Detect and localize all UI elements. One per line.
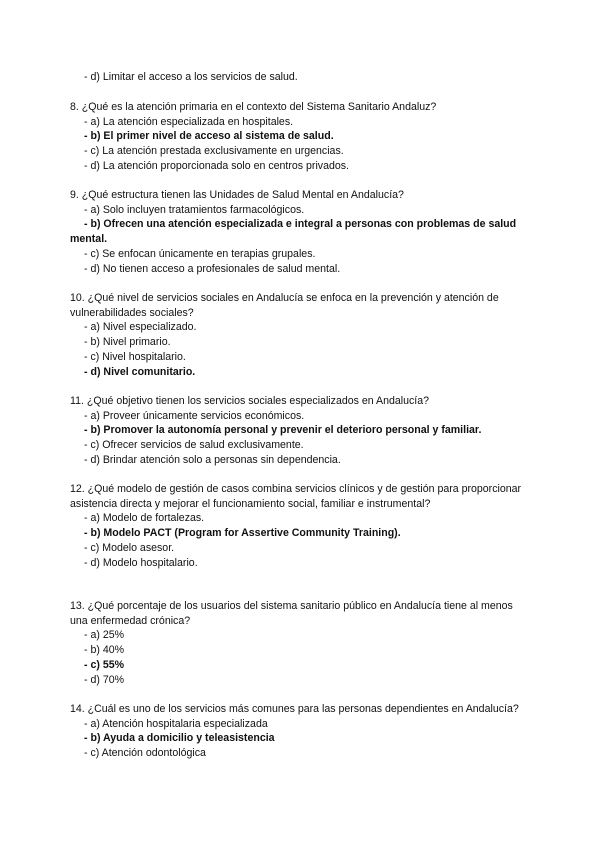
answer-option: - d) Limitar el acceso a los servicios de salud. — [84, 71, 298, 83]
question-text: 8. ¿Qué es la atención primaria en el contexto del Sistema Sanitario Andaluz? — [70, 101, 437, 113]
answer-option: - d) Modelo hospitalario. — [84, 556, 198, 569]
answer-option: - d) La atención proporcionada solo en centros privados. — [84, 159, 350, 172]
correct-answer: - b) Promover la autonomía personal y prevenir el deterioro personal y familiar. — [84, 424, 482, 437]
answer-option: - a) Proveer únicamente servicios económicos. — [84, 409, 305, 422]
question-block — [70, 291, 530, 379]
answer-option: - c) Se enfocan únicamente en terapias grupales. — [84, 247, 316, 260]
answer-option: - b) Nivel primario. — [84, 336, 171, 349]
question-block — [70, 188, 530, 276]
question-block — [70, 70, 530, 85]
answer-option: - d) No tienen acceso a profesionales de salud mental. — [84, 262, 341, 275]
answer-option: - c) Ofrecer servicios de salud exclusivamente. — [84, 439, 304, 452]
answer-option: - c) Modelo asesor. — [84, 541, 175, 554]
correct-answer: - d) Nivel comunitario. — [84, 365, 196, 378]
answer-option: - a) Atención hospitalaria especializada — [84, 717, 268, 730]
answer-option: - a) Nivel especializado. — [84, 321, 197, 334]
question-text: 11. ¿Qué objetivo tienen los servicios sociales especializados en Andalucía? — [70, 395, 430, 407]
answer-option: - b) 40% — [84, 644, 125, 657]
question-block — [70, 702, 530, 761]
question-block — [70, 482, 530, 570]
correct-answer: - b) El primer nivel de acceso al sistema de salud. — [84, 130, 334, 143]
question-text: 9. ¿Qué estructura tienen las Unidades de Salud Mental en Andalucía? — [70, 189, 404, 201]
question-text: 13. ¿Qué porcentaje de los usuarios del sistema sanitario público en Andalucía tiene al menos una enfermedad crónica? — [70, 600, 513, 627]
answer-option: - c) Nivel hospitalario. — [84, 350, 186, 363]
question-text: 12. ¿Qué modelo de gestión de casos combina servicios clínicos y de gestión para proporcionar asistencia directa y mejorar el funcionamiento social, familiar e instrumental? — [70, 483, 522, 510]
answer-option: - a) La atención especializada en hospitales. — [84, 115, 294, 128]
correct-answer: - b) Ayuda a domicilio y teleasistencia — [84, 732, 275, 745]
answer-option: - a) 25% — [84, 629, 125, 642]
answer-option: - d) Brindar atención solo a personas sin dependencia. — [84, 453, 341, 466]
answer-option: - c) Atención odontológica — [84, 747, 206, 760]
correct-answer: - b) Ofrecen una atención especializada e integral a personas con problemas de salud mental. — [70, 218, 517, 246]
answer-option: - d) 70% — [84, 673, 125, 686]
answer-option: - a) Modelo de fortalezas. — [84, 512, 205, 525]
question-block — [70, 394, 530, 468]
answer-option: - a) Solo incluyen tratamientos farmacológicos. — [84, 203, 305, 216]
correct-answer: - c) 55% — [84, 658, 125, 671]
answer-option: - c) La atención prestada exclusivamente en urgencias. — [84, 145, 344, 158]
question-block — [70, 100, 530, 174]
question-block — [70, 599, 530, 687]
question-text: 10. ¿Qué nivel de servicios sociales en Andalucía se enfoca en la prevención y atención de vulnerabilidades sociales? — [70, 292, 499, 319]
correct-answer: - b) Modelo PACT (Program for Assertive Community Training). — [84, 527, 401, 540]
question-text: 14. ¿Cuál es uno de los servicios más comunes para las personas dependientes en Andalucía? — [70, 703, 519, 715]
